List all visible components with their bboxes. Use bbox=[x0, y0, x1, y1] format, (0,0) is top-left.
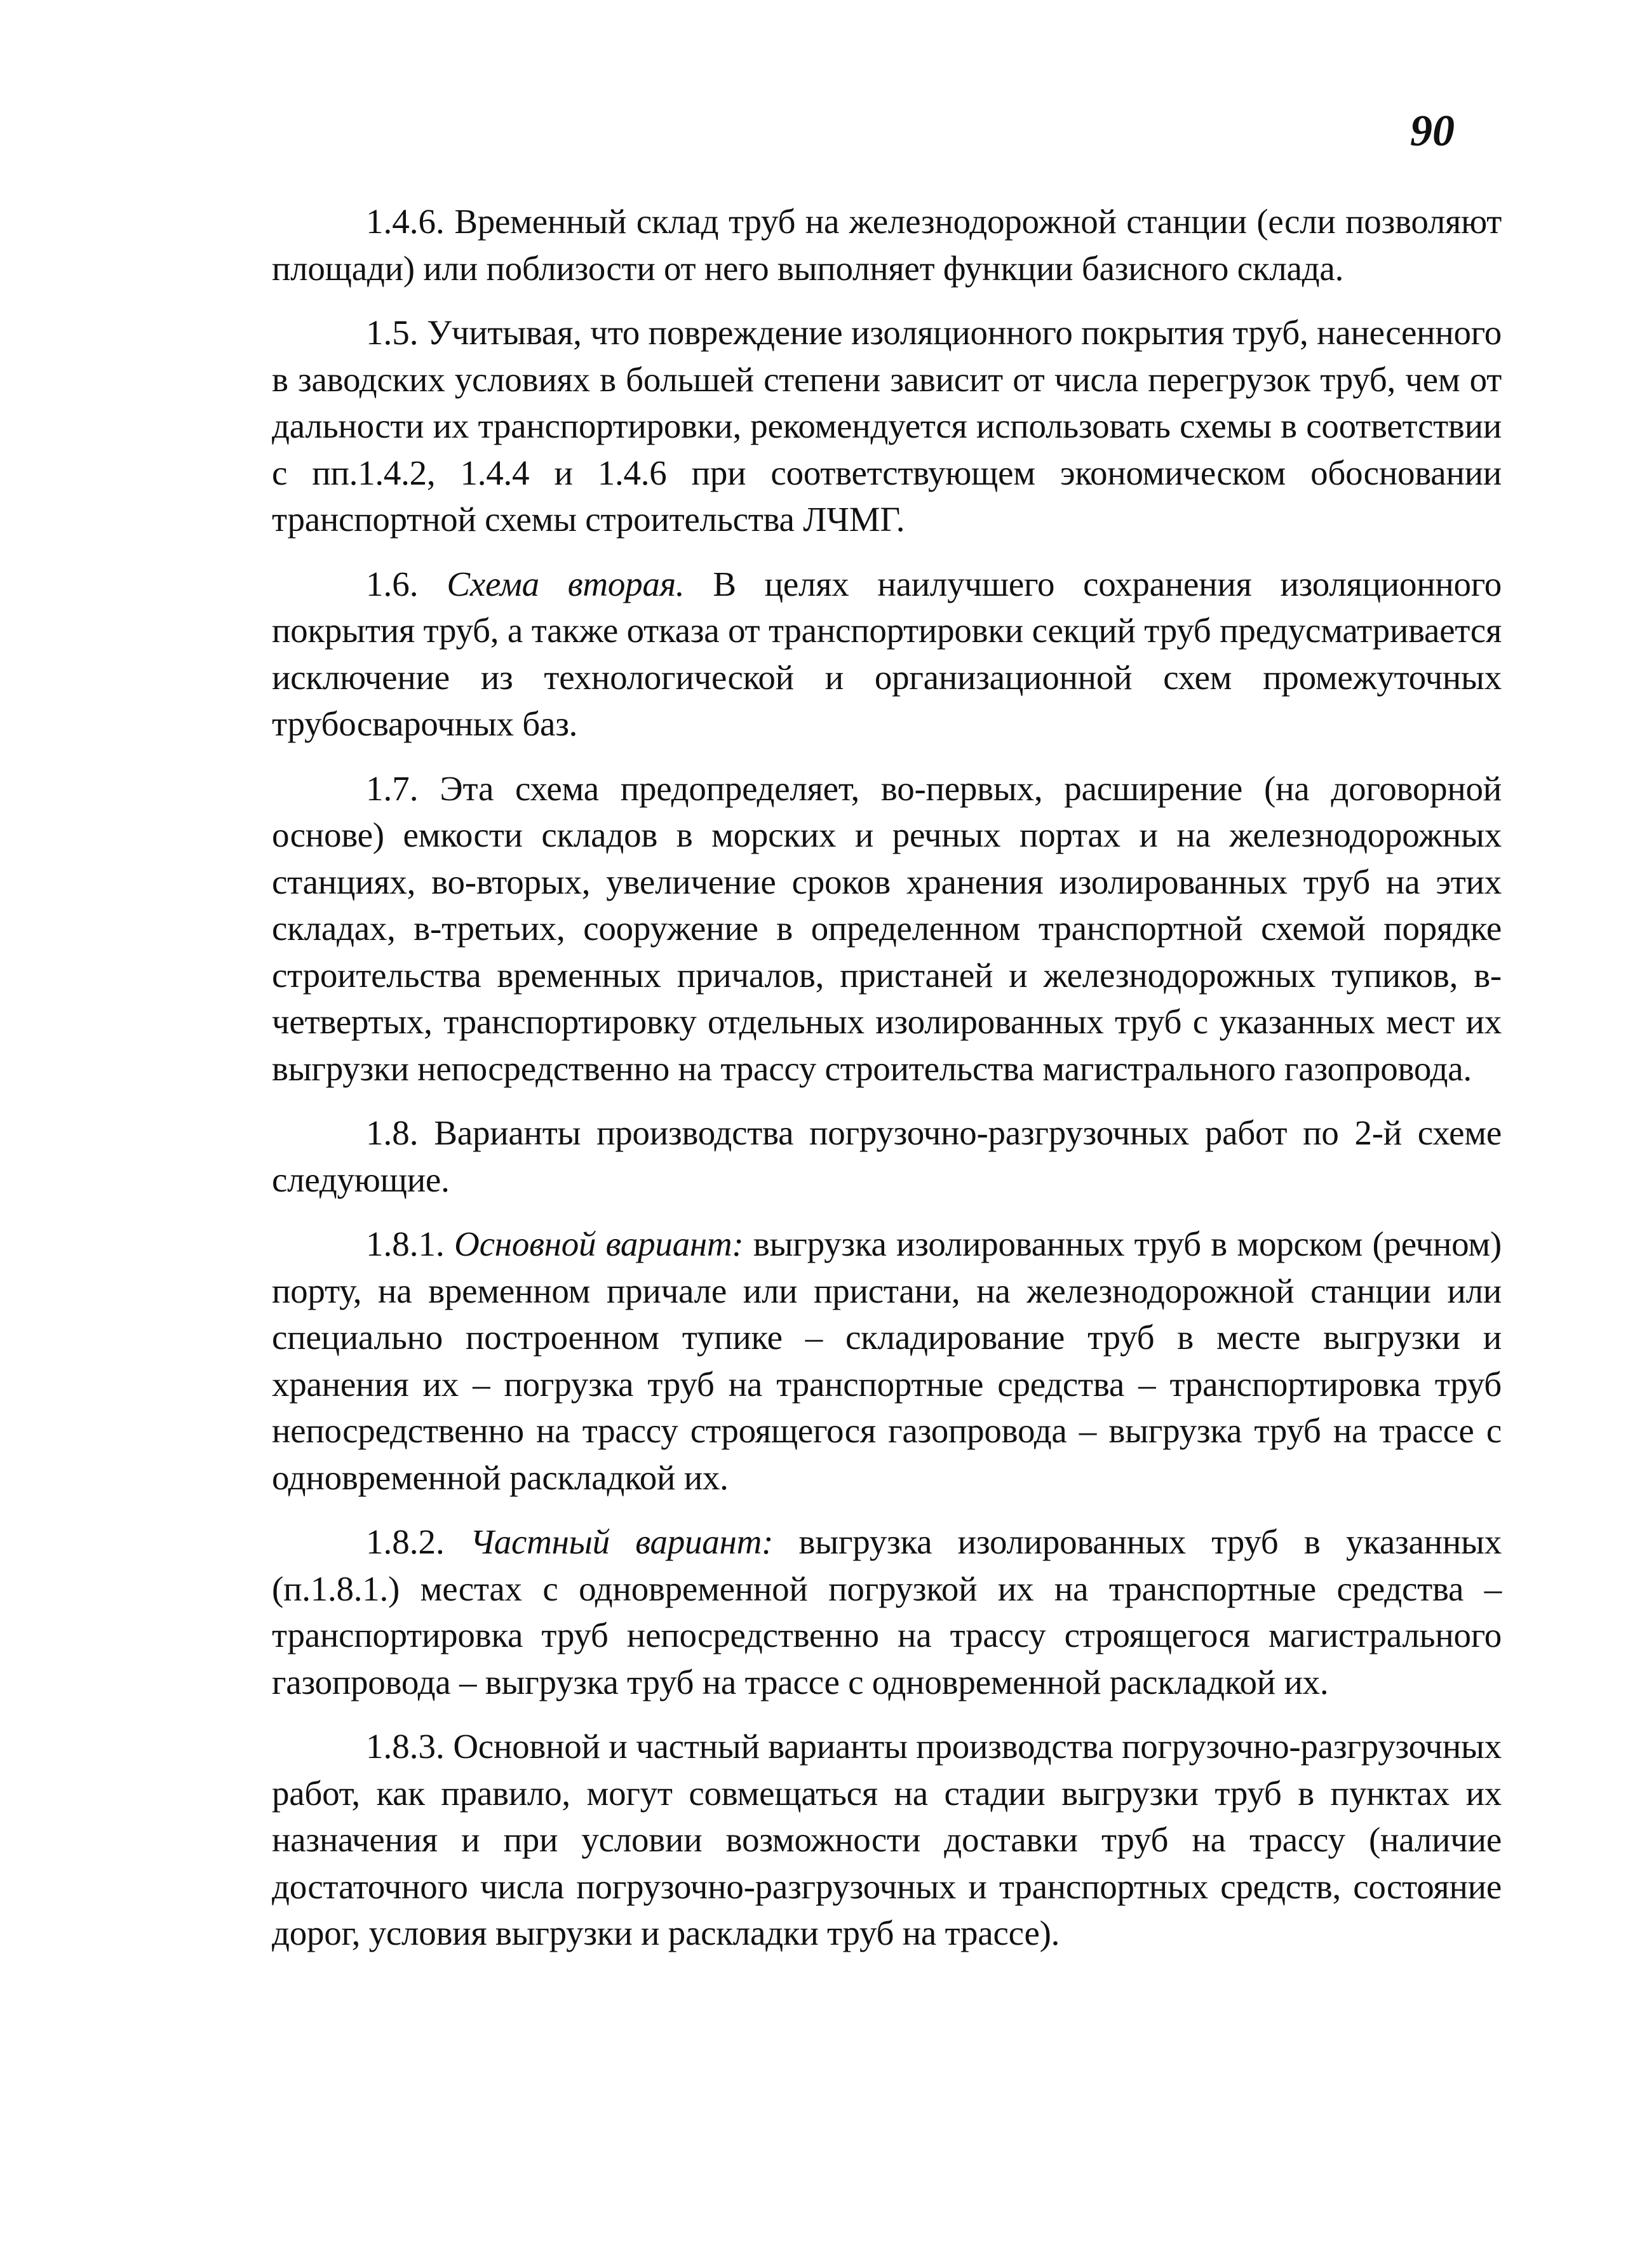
page-number: 90 bbox=[1410, 107, 1455, 156]
paragraph-number: 1.8.3. bbox=[366, 1727, 445, 1766]
paragraph-text: выгрузка изолированных труб в морском (речном) порту, на временном причале или пристани, на железнодорожной станции или специально построенном тупике – складирование труб в месте выгрузки и хранения их – погрузка труб на транспортные средства – транспортировка труб непосредственно на трассу строящегося газопровода – выгрузка труб на трассе с одновременной раскладкой их. bbox=[272, 1225, 1502, 1497]
paragraph-number: 1.8.1. bbox=[366, 1225, 445, 1263]
paragraph-number: 1.8. bbox=[366, 1113, 419, 1152]
paragraph-text: Учитывая, что повреждение изоляционного покрытия труб, нанесенного в заводских условиях в большей степени зависит от числа перегрузок труб, чем от дальности их транспортировки, рекомендуется использовать схемы в соответствии с пп.1.4.2, 1.4.4 и 1.4.6 при соответствующем экономическом обосновании транспортной схемы строительства ЛЧМГ. bbox=[272, 313, 1502, 539]
paragraph-1-8-3 bbox=[272, 1723, 1502, 1957]
paragraph-1-6 bbox=[272, 561, 1502, 748]
page-body bbox=[272, 198, 1502, 1975]
paragraph-text: Временный склад труб на железнодорожной станции (если позволяют площади) или поблизости от него выполняет функции базисного склада. bbox=[272, 202, 1502, 288]
paragraph-number: 1.7. bbox=[366, 768, 419, 808]
paragraph-1-8-1 bbox=[272, 1221, 1502, 1501]
paragraph-italic-heading: Основной вариант: bbox=[444, 1225, 744, 1263]
paragraph-text: Эта схема предопределяет, во-первых, расширение (на договорной основе) емкости складов в морских и речных портах и на железнодорожных станциях, во-вторых, увеличение сроков хранения изолированных труб на этих складах, в-третьих, сооружение в определенном транспортной схемой порядке строительства временных причалов, пристаней и железнодорожных тупиков, в-четвертых, транспортировку отдельных изолированных труб с указанных мест их выгрузки непосредственно на трассу строительства магистрального газопровода. bbox=[272, 768, 1502, 1088]
paragraph-italic-heading: Частный вариант: bbox=[444, 1522, 774, 1561]
paragraph-number: 1.6. bbox=[366, 564, 419, 603]
paragraph-text: выгрузка изолированных труб в указанных (п.1.8.1.) местах с одновременной погрузкой их на транспортные средства – транспортировка труб непосредственно на трассу строящегося магистрального газопровода – выгрузка труб на трассе с одновременной раскладкой их. bbox=[272, 1522, 1502, 1701]
paragraph-number: 1.4.6. bbox=[366, 202, 445, 241]
paragraph-text: В целях наилучшего сохранения изоляционного покрытия труб, а также отказа от транспортировки секций труб предусматривается исключение из технологической и организационной схем промежуточных трубосварочных баз. bbox=[272, 564, 1502, 743]
paragraph-1-8 bbox=[272, 1110, 1502, 1203]
paragraph-text: Основной и частный варианты производства погрузочно-разгрузочных работ, как правило, могут совмещаться на стадии выгрузки труб в пунктах их назначения и при условии возможности доставки труб на трассу (наличие достаточного числа погрузочно-разгрузочных и транспортных средств, состояние дорог, условия выгрузки и раскладки труб на трассе). bbox=[272, 1727, 1502, 1952]
paragraph-text: Варианты производства погрузочно-разгрузочных работ по 2-й схеме следующие. bbox=[272, 1113, 1502, 1199]
paragraph-italic-heading: Схема вторая. bbox=[418, 564, 685, 603]
paragraph-1-8-2 bbox=[272, 1519, 1502, 1705]
paragraph-number: 1.8.2. bbox=[366, 1522, 445, 1561]
paragraph-1-5 bbox=[272, 309, 1502, 543]
paragraph-1-4-6 bbox=[272, 198, 1502, 292]
paragraph-1-7 bbox=[272, 765, 1502, 1092]
paragraph-number: 1.5. bbox=[366, 313, 419, 352]
